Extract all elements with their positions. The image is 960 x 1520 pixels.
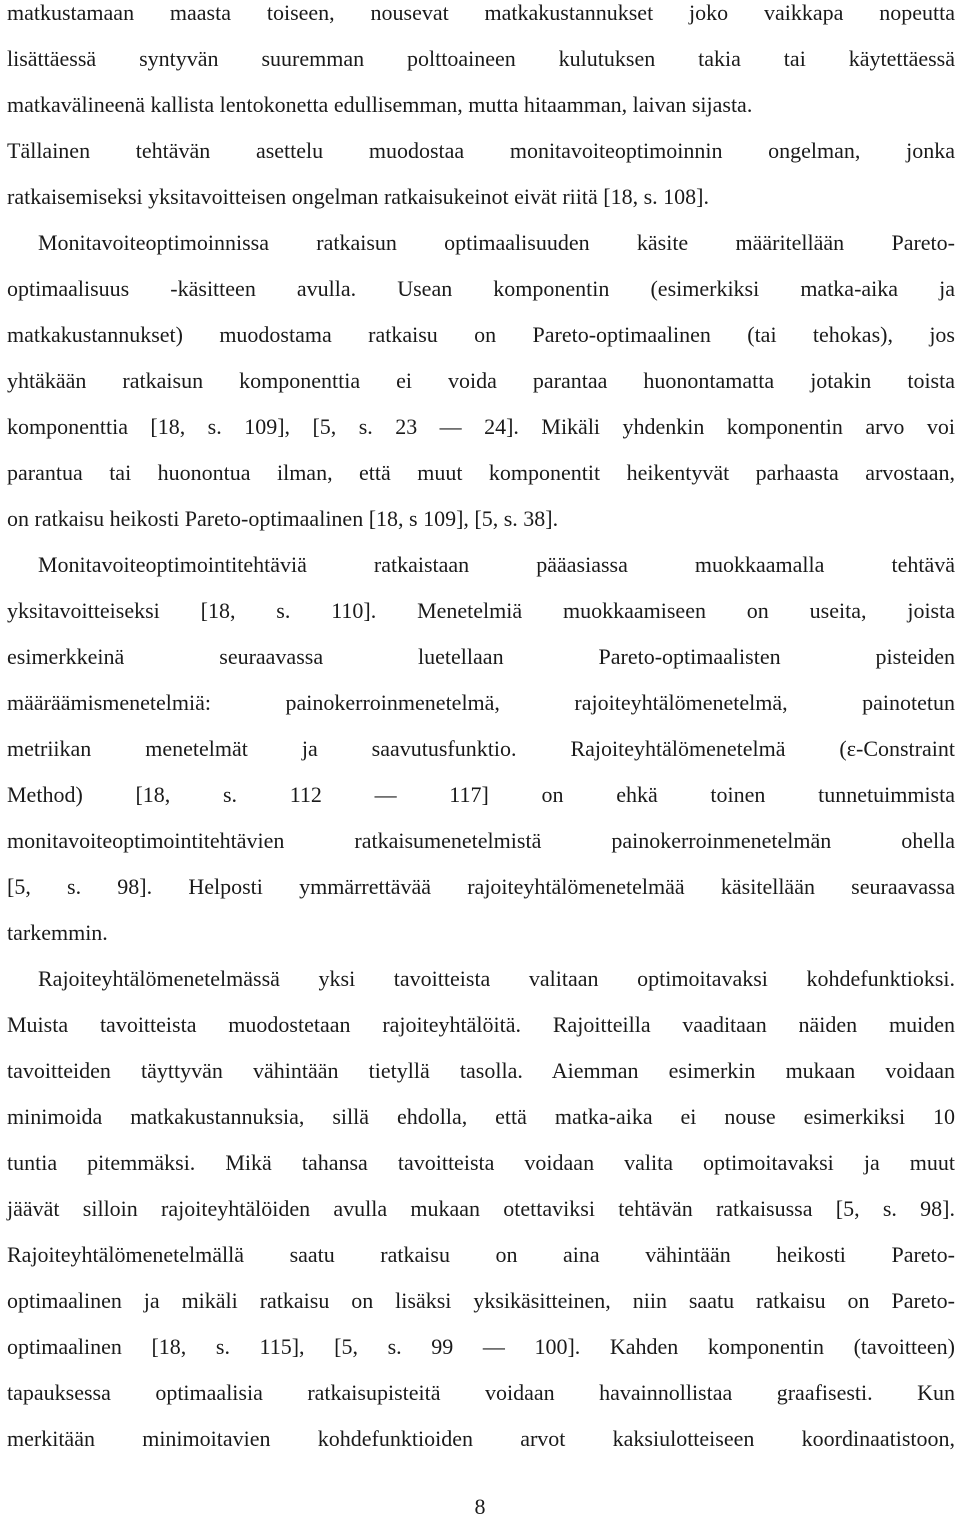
text-line: Monitavoiteoptimointitehtäviä ratkaistaan pääasiassa muokkaamalla tehtävä — [38, 552, 955, 577]
text-line: tavoitteiden täyttyvän vähintään tietyllä tasolla. Aiemman esimerkin mukaan voidaan — [7, 1058, 955, 1083]
text-line: Tällainen tehtävän asettelu muodostaa monitavoiteoptimoinnin ongelman, jonka — [7, 138, 955, 163]
text-line: Muista tavoitteista muodostetaan rajoiteyhtälöitä. Rajoitteilla vaaditaan näiden muiden — [7, 1012, 955, 1037]
text-line: minimoida matkakustannuksia, sillä ehdolla, että matka-aika ei nouse esimerkiksi 10 — [7, 1104, 955, 1129]
text-line: monitavoiteoptimointitehtävien ratkaisumenetelmistä painokerroinmenetelmän ohella — [7, 828, 955, 853]
text-line: Rajoiteyhtälömenetelmässä yksi tavoitteista valitaan optimoitavaksi kohdefunktioksi. — [38, 966, 955, 991]
text-line: optimaalinen ja mikäli ratkaisu on lisäksi yksikäsitteinen, niin saatu ratkaisu on Pareto- — [7, 1288, 955, 1313]
text-line: yksitavoitteiseksi [18, s. 110]. Menetelmiä muokkaamiseen on useita, joista — [7, 598, 955, 623]
text-line: lisättäessä syntyvän suuremman polttoaineen kulutuksen takia tai käytettäessä — [7, 46, 955, 71]
page-number: 8 — [474, 1494, 486, 1519]
text-line: ratkaisemiseksi yksitavoitteisen ongelman ratkaisukeinot eivät riitä [18, s. 108]. — [7, 184, 710, 209]
text-line: matkakustannukset) muodostama ratkaisu on Pareto-optimaalinen (tai tehokas), jos — [7, 322, 955, 347]
text-line: esimerkkeinä seuraavassa luetellaan Pareto-optimaalisten pisteiden — [7, 644, 955, 669]
text-line: on ratkaisu heikosti Pareto-optimaalinen [18, s 109], [5, s. 38]. — [7, 506, 559, 531]
text-line: Rajoiteyhtälömenetelmällä saatu ratkaisu on aina vähintään heikosti Pareto- — [7, 1242, 955, 1267]
text-line: [5, s. 98]. Helposti ymmärrettävää rajoiteyhtälömenetelmää käsitellään seuraavassa — [7, 874, 955, 899]
text-line: merkitään minimoitavien kohdefunktioiden arvot kaksiulotteiseen koordinaatistoon, — [7, 1426, 955, 1451]
text-line: jäävät silloin rajoiteyhtälöiden avulla mukaan otettaviksi tehtävän ratkaisussa [5, s. 98]. — [7, 1196, 955, 1221]
text-line: matkustamaan maasta toiseen, nousevat matkakustannukset joko vaikkapa nopeutta — [7, 0, 955, 25]
text-line: tarkemmin. — [7, 920, 108, 945]
text-line: komponenttia [18, s. 109], [5, s. 23 — 24]. Mikäli yhdenkin komponentin arvo voi — [7, 414, 955, 439]
text-line: määräämismenetelmiä: painokerroinmenetelmä, rajoiteyhtälömenetelmä, painotetun — [7, 690, 955, 715]
text-line: yhtäkään ratkaisun komponenttia ei voida parantaa huonontamatta jotakin toista — [7, 368, 955, 393]
text-line: metriikan menetelmät ja saavutusfunktio. Rajoiteyhtälömenetelmä (ε-Constraint — [7, 736, 955, 761]
text-line: optimaalisuus -käsitteen avulla. Usean komponentin (esimerkiksi matka-aika ja — [7, 276, 955, 301]
text-line: parantua tai huonontua ilman, että muut komponentit heikentyvät parhaasta arvostaan, — [7, 460, 955, 485]
text-line: tuntia pitemmäksi. Mikä tahansa tavoitteista voidaan valita optimoitavaksi ja muut — [7, 1150, 955, 1175]
text-line: tapauksessa optimaalisia ratkaisupisteitä voidaan havainnollistaa graafisesti. Kun — [7, 1380, 955, 1405]
text-line: matkavälineenä kallista lentokonetta edullisemman, mutta hitaamman, laivan sijasta. — [7, 92, 753, 117]
text-line: optimaalinen [18, s. 115], [5, s. 99 — 100]. Kahden komponentin (tavoitteen) — [7, 1334, 955, 1359]
text-line: Monitavoiteoptimoinnissa ratkaisun optimaalisuuden käsite määritellään Pareto- — [38, 230, 955, 255]
text-line: Method) [18, s. 112 — 117] on ehkä toinen tunnetuimmista — [7, 782, 955, 807]
